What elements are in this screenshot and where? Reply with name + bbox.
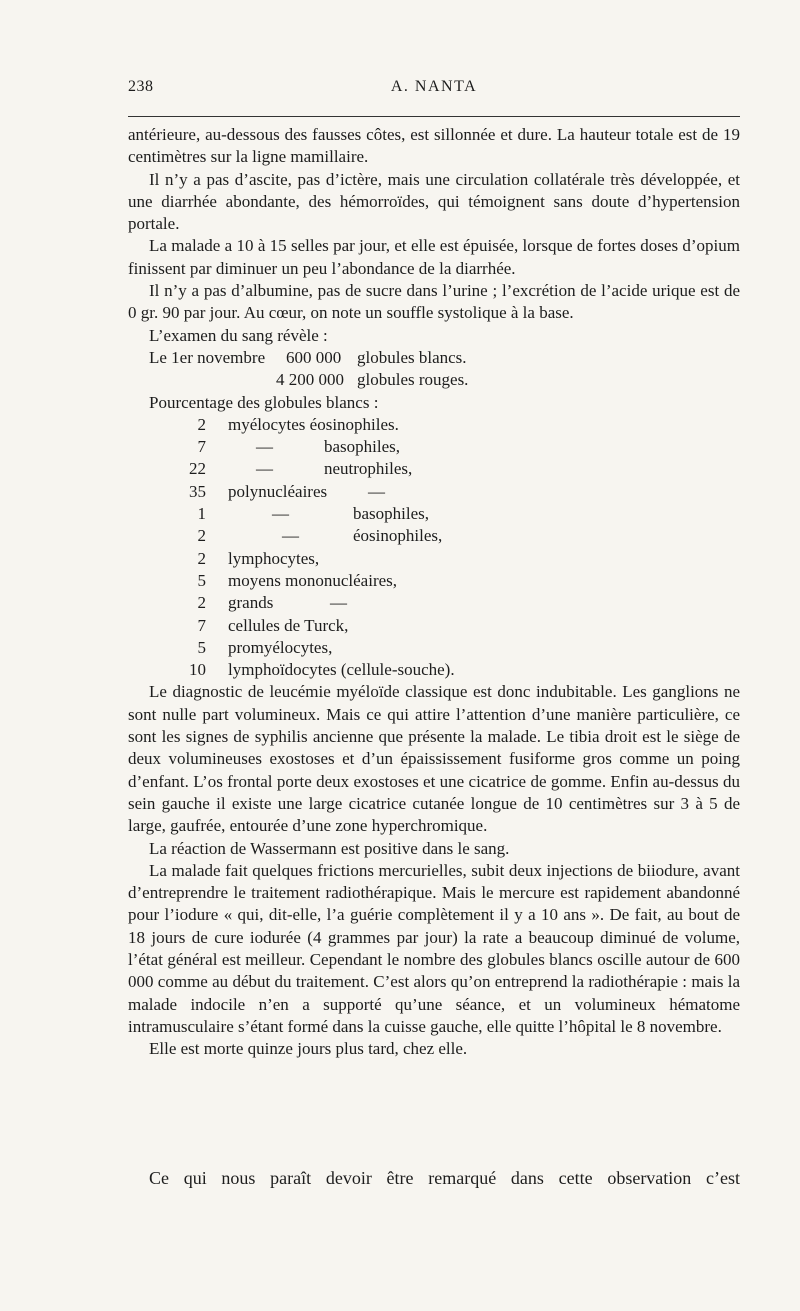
white-count-value: 600 000	[286, 347, 342, 367]
list-item: 2 lymphocytes,	[197, 548, 320, 568]
percentage-list	[128, 414, 740, 682]
white-count-line	[128, 347, 740, 369]
paragraph-4: Il n’y a pas d’albumine, pas de sucre dans l’urine ; l’excrétion de l’acide urique est de 0 gr. 90 par jour. Au cœur, on note un souffle systolique à la base.	[128, 281, 740, 323]
list-item: 2 grands —	[197, 593, 347, 613]
red-count-value: 4 200 000	[276, 370, 344, 390]
paragraph-1: antérieure, au-dessous des fausses côtes, est sillonnée et dure. La hauteur totale est de 19 centimètres sur la ligne mamillaire.	[128, 125, 740, 167]
red-count-label: globules rouges.	[357, 370, 469, 390]
paragraph-8: La malade fait quelques frictions mercurielles, subit deux injections de biiodure, avant d’entreprendre le traitement radiothérapique. Mais le mercure est rapidement abandonné pour l’iodure « qui, dit-elle, l’a guérie complètement il y a 10 ans ». De fait, au bout de 18 jours de cure iodurée (4 grammes par jour) la rate a beaucoup diminué de volume, l’état général est meilleur. Cependant le nombre des globules blancs oscille autour de 600 000 comme au début du traitement. C’est alors qu’on entreprend la radiothérapie : mais la malade indocile n’en a supporté qu’une séance, et un volumineux hématome intramusculaire s’étant formé dans la cuisse gauche, elle quitte l’hôpital le 8 novembre.	[128, 860, 740, 1036]
list-item: 7 — basophiles,	[197, 437, 401, 457]
page-number: 238	[128, 78, 154, 95]
conclusion-line: Ce qui nous paraît devoir être remarqué dans cette observation c’est	[149, 1168, 740, 1188]
paragraph-6: Le diagnostic de leucémie myéloïde classique est donc indubitable. Les ganglions ne sont nulle part volumineux. Mais ce qui attire l’attention d’une manière particulière, ce sont les signes de syphilis ancienne que présente la malade. Le tibia droit est le siège de deux volumineuses exostoses et d’un épaississement fusiforme gros comme un poing d’enfant. L’os frontal porte deux exostoses et une cicatrice de gomme. Enfin au-dessus du sein gauche il existe une large cicatrice cutanée longue de 10 centimètres sur 3 à 5 de large, gaufrée, entourée d’une zone hyperchromique.	[128, 682, 740, 836]
list-item: 5 moyens mononucléaires,	[197, 570, 398, 590]
running-head-author: A. NANTA	[390, 78, 478, 95]
list-item: 2 — éosinophiles,	[197, 526, 443, 546]
count-date: Le 1er novembre	[149, 347, 266, 367]
list-item: 1 — basophiles,	[197, 504, 430, 524]
list-item: 2 myélocytes éosinophiles.	[197, 414, 399, 434]
paragraph-3: La malade a 10 à 15 selles par jour, et elle est épuisée, lorsque de fortes doses d’opium finissent par diminuer un peu l’abondance de la diarrhée.	[128, 236, 740, 278]
percentage-intro: Pourcentage des globules blancs :	[149, 392, 379, 412]
paragraph-9: Elle est morte quinze jours plus tard, chez elle.	[149, 1039, 468, 1059]
list-item: 7 cellules de Turck,	[197, 615, 349, 635]
paragraph-5: L’examen du sang révèle :	[149, 325, 328, 345]
list-item: 10 lymphoïdocytes (cellule-souche).	[189, 660, 455, 680]
list-item: 22 — neutrophiles,	[189, 459, 413, 479]
running-head	[128, 78, 740, 102]
list-item: 5 promyélocytes,	[197, 637, 333, 657]
paragraph-7: La réaction de Wassermann est positive dans le sang.	[149, 838, 510, 858]
body-text	[128, 124, 740, 1060]
red-count-line	[128, 369, 740, 391]
list-item: 35 polynucléaires —	[189, 481, 385, 501]
white-count-label: globules blancs.	[357, 347, 467, 367]
header-rule	[128, 116, 740, 117]
paragraph-2: Il n’y a pas d’ascite, pas d’ictère, mais une circulation collatérale très développée, et une diarrhée abondante, des hémorroïdes, qui témoignent sans doute d’hypertension portale.	[128, 169, 740, 234]
